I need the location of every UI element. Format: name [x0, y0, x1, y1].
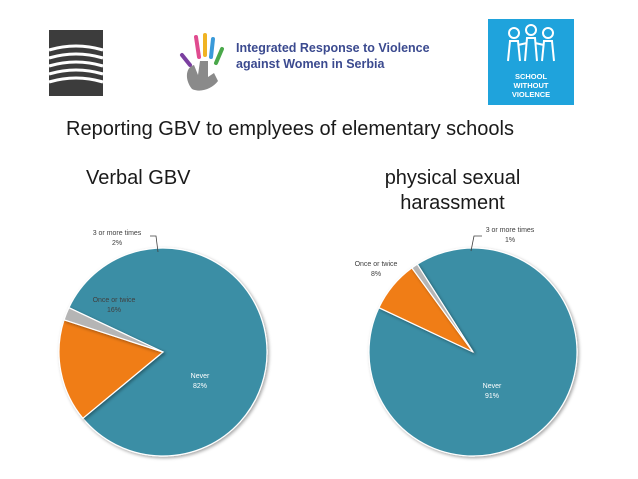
data-label-category-3-or-more-times: 3 or more times [92, 230, 142, 237]
logo-right-line-1: SCHOOL [514, 72, 548, 81]
data-label-category-3-or-more-times: 3 or more times [485, 227, 535, 234]
chart-title-line-2: harassment [400, 192, 505, 214]
pie-chart-physical-sexual-harassment [355, 227, 577, 456]
chart-title-line-1: physical sexual [384, 167, 521, 189]
chart-title-verbal-gbv: Verbal GBV [86, 167, 191, 189]
data-label-category-never: Never [482, 383, 502, 390]
data-label-value-never: 91% [484, 393, 500, 400]
data-label-value-3-or-more-times: 2% [111, 240, 123, 247]
data-label-value-3-or-more-times: 1% [504, 237, 516, 244]
data-label-value-once-or-twice: 8% [370, 271, 382, 278]
logo-right-line-3: VIOLENCE [511, 90, 551, 99]
logo-text-line-1: Integrated Response to Violence [236, 41, 430, 55]
slide-title: Reporting GBV to emplyees of elementary schools [66, 118, 514, 140]
logo-right-line-2: WITHOUT [513, 81, 549, 90]
data-label-category-once-or-twice: Once or twice [92, 297, 136, 304]
logo-text-line-2: against Women in Serbia [236, 57, 385, 71]
data-label-value-once-or-twice: 16% [106, 307, 122, 314]
data-label-category-once-or-twice: Once or twice [354, 261, 398, 268]
data-label-value-never: 82% [192, 383, 208, 390]
data-label-category-never: Never [190, 373, 210, 380]
pie-chart-verbal-gbv [59, 230, 267, 456]
